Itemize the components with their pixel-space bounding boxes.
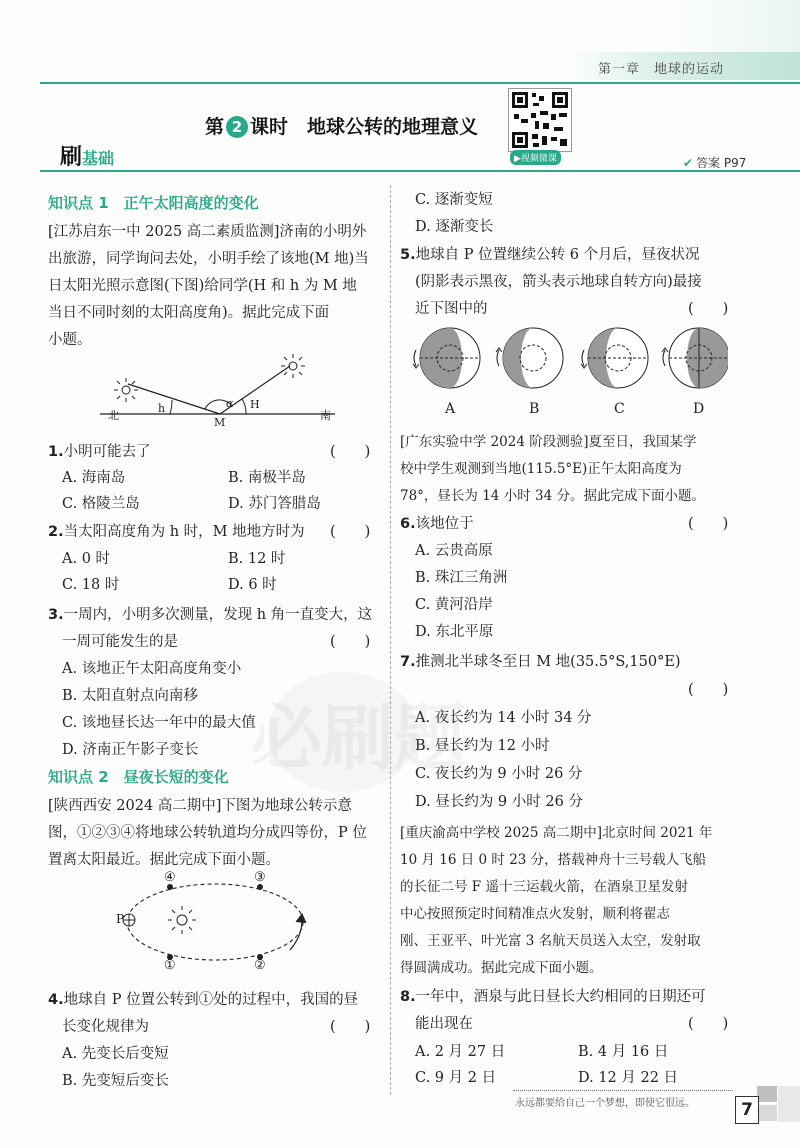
- option-a[interactable]: A. 云贵高原: [415, 543, 493, 559]
- option-a[interactable]: A. 0 时: [62, 551, 111, 567]
- answer-bracket[interactable]: ( ): [330, 634, 371, 650]
- header-rule: [40, 82, 800, 84]
- intro3-line: [广东实验中学 2024 阶段测验]夏至日，我国某学: [400, 434, 697, 450]
- answer-bracket[interactable]: ( ): [330, 524, 371, 540]
- intro4-line: 10 月 16 日 0 时 23 分，搭载神舟十三号载人飞船: [400, 852, 707, 868]
- option-d[interactable]: D. 12 月 22 日: [578, 1070, 679, 1086]
- globe-option-c: [581, 328, 648, 388]
- brand-mark: 刷: [60, 145, 83, 170]
- lesson-title: [205, 112, 478, 139]
- answer-bracket[interactable]: ( ): [688, 516, 729, 532]
- label-point-4: ④: [164, 870, 176, 885]
- option-b[interactable]: B. 太阳直射点向南移: [62, 688, 198, 704]
- question-8-cont: 能出现在: [415, 1016, 473, 1032]
- label-point-3: ③: [254, 870, 266, 885]
- answer-bracket[interactable]: ( ): [330, 1019, 371, 1035]
- option-a[interactable]: A. 夜长约为 14 小时 34 分: [415, 710, 592, 726]
- intro3-line: 78°，昼长为 14 小时 34 分。据此完成下面小题。: [400, 488, 705, 504]
- question-text: 一年中，酒泉与此日昼长大约相同的日期还可: [415, 989, 706, 1005]
- question-number: 6.: [400, 516, 416, 532]
- qr-code-icon[interactable]: [508, 88, 572, 152]
- header-decoration: [650, 0, 800, 52]
- sun-icon-high: [281, 354, 305, 378]
- label-south: 南: [320, 409, 331, 422]
- option-d[interactable]: D. 昼长约为 9 小时 26 分: [415, 794, 583, 810]
- orbit-diagram: [110, 870, 320, 980]
- check-icon: ✔: [683, 156, 694, 170]
- option-a[interactable]: A. 该地正午太阳高度角变小: [62, 661, 242, 677]
- play-icon: ▶: [514, 154, 521, 164]
- option-a[interactable]: A. 海南岛: [62, 470, 126, 486]
- question-5: [400, 243, 700, 264]
- intro4-line: 刚、王亚平、叶光富 3 名航天员送入太空，发射取: [400, 933, 701, 949]
- question-text: 推测北半球冬至日 M 地(35.5°S,150°E): [415, 654, 681, 670]
- question-5-cont: (阴影表示黑夜，箭头表示地球自转方向)最接: [415, 274, 702, 290]
- question-number: 5.: [400, 247, 416, 263]
- intro4-line: 中心按照预定时间精准点火发射，顺利将翟志: [400, 906, 670, 922]
- label-h: h: [158, 402, 166, 415]
- label-H: H: [250, 398, 260, 411]
- globe-option-a: [413, 328, 480, 388]
- label-P: P: [116, 912, 125, 926]
- label-alpha: α: [226, 397, 234, 410]
- option-c[interactable]: C. 黄河沿岸: [415, 597, 493, 613]
- sun-icon-low: [114, 378, 138, 402]
- question-4: [48, 988, 358, 1009]
- page-decoration: [757, 1086, 777, 1102]
- question-4-cont: 长变化规律为: [62, 1019, 149, 1035]
- question-6: [400, 512, 474, 533]
- label-point-1: ①: [164, 958, 176, 973]
- footer-rule: [513, 1090, 733, 1091]
- option-b[interactable]: B. 先变短后变长: [62, 1073, 169, 1089]
- earth-icon-p: [123, 914, 135, 926]
- question-number: 8.: [400, 989, 416, 1005]
- question-7: [400, 650, 681, 671]
- intro2-line: 置离太阳最近。据此完成下面小题。: [48, 852, 280, 868]
- option-a[interactable]: A. 先变长后变短: [62, 1046, 169, 1062]
- video-lesson-badge[interactable]: [510, 150, 561, 165]
- intro1-line: 当日不同时刻的太阳高度角)。据此完成下面: [48, 305, 330, 321]
- page-decoration: [757, 1105, 777, 1121]
- chapter-title: 第一章 地球的运动: [598, 62, 725, 77]
- option-d[interactable]: D. 东北平原: [415, 624, 494, 640]
- brand-logo: [60, 140, 114, 171]
- answer-bracket[interactable]: ( ): [688, 1016, 729, 1032]
- question-8: [400, 985, 706, 1006]
- answer-label: 答案 P97: [696, 156, 747, 170]
- figure-label-c[interactable]: C: [614, 401, 625, 417]
- intro3-line: 校中学生观测到当地(115.5°E)正午太阳高度为: [400, 461, 682, 477]
- option-b[interactable]: B. 4 月 16 日: [578, 1044, 669, 1060]
- question-number: 3.: [48, 607, 64, 623]
- option-b[interactable]: B. 12 时: [228, 551, 286, 567]
- lesson-prefix: 第: [205, 116, 225, 138]
- label-point-2: ②: [254, 958, 266, 973]
- option-c[interactable]: C. 夜长约为 9 小时 26 分: [415, 766, 583, 782]
- angle-h-arc: [170, 400, 172, 414]
- angle-H-arc: [242, 399, 246, 414]
- option-c[interactable]: C. 该地昼长达一年中的最大值: [62, 715, 256, 731]
- option-b[interactable]: B. 昼长约为 12 小时: [415, 738, 550, 754]
- answer-bracket[interactable]: ( ): [688, 682, 729, 698]
- brand-subtitle: 基础: [82, 149, 115, 168]
- intro1-line: 出旅游，同学询问去处，小明手绘了该地(M 地)当: [48, 251, 369, 267]
- option-a[interactable]: A. 2 月 27 日: [415, 1044, 506, 1060]
- answer-bracket[interactable]: ( ): [330, 444, 371, 460]
- answer-bracket[interactable]: ( ): [688, 301, 729, 317]
- option-b[interactable]: B. 珠江三角洲: [415, 570, 508, 586]
- figure-label-d[interactable]: D: [693, 401, 705, 417]
- arrow-head: [296, 914, 306, 923]
- option-c[interactable]: C. 9 月 2 日: [415, 1070, 497, 1086]
- lesson-suffix: 课时 地球公转的地理意义: [250, 116, 479, 138]
- question-text: 一周内，小明多次测量，发现 h 角一直变大，这: [63, 607, 373, 623]
- question-number: 1.: [48, 444, 64, 460]
- globe-option-d: [662, 328, 728, 388]
- footer-motto: 永远都要给自己一个梦想，即使它很远。: [515, 1098, 695, 1109]
- question-number: 7.: [400, 654, 416, 670]
- question-2: [48, 520, 305, 541]
- answer-reference: [683, 154, 746, 171]
- question-5-cont: 近下图中的: [415, 301, 488, 317]
- video-lesson-label: 视频微课: [520, 154, 557, 164]
- label-north: 北: [108, 409, 119, 422]
- label-M: M: [214, 416, 226, 429]
- knowledge-point-2: 知识点 2 昼夜长短的变化: [48, 768, 229, 786]
- figure-label-a[interactable]: A: [445, 401, 456, 417]
- option-c[interactable]: C. 18 时: [62, 577, 120, 593]
- option-d[interactable]: D. 济南正午影子变长: [62, 742, 199, 758]
- sun-icon-orbit: [168, 906, 196, 934]
- question-text: 该地位于: [415, 516, 474, 532]
- option-b[interactable]: B. 南极半岛: [228, 470, 306, 486]
- question-text: 地球自 P 位置继续公转 6 个月后，昼夜状况: [415, 247, 700, 263]
- option-d[interactable]: D. 逐渐变长: [415, 219, 494, 235]
- page-number: 7: [735, 1096, 759, 1124]
- question-1: [48, 440, 151, 461]
- question-text: 地球自 P 位置公转到①处的过程中，我国的昼: [63, 992, 359, 1008]
- option-d[interactable]: D. 6 时: [228, 577, 277, 593]
- question-3-cont: 一周可能发生的是: [62, 634, 178, 650]
- day-night-figures: [408, 322, 728, 398]
- globe-option-b: [496, 328, 563, 388]
- orbit-path: [127, 884, 303, 960]
- question-text: 当太阳高度角为 h 时，M 地地方时为: [63, 524, 305, 540]
- option-d[interactable]: D. 苏门答腊岛: [228, 496, 321, 512]
- intro4-line: 得圆满成功。据此完成下面小题。: [400, 960, 603, 976]
- question-number: 2.: [48, 524, 64, 540]
- question-number: 4.: [48, 992, 64, 1008]
- column-divider: [390, 185, 391, 1095]
- question-text: 小明可能去了: [63, 444, 151, 460]
- orbit-arrow: [290, 920, 302, 950]
- intro1-line: 日太阳光照示意图(下图)给同学(H 和 h 为 M 地: [48, 278, 357, 294]
- sun-ray-low: [128, 384, 220, 414]
- intro1-line: 小题。: [48, 332, 92, 348]
- question-3: [48, 603, 372, 624]
- intro2-line: [陕西西安 2024 高二期中]下图为地球公转示意: [48, 798, 352, 814]
- intro4-line: [重庆渝高中学校 2025 高二期中]北京时间 2021 年: [400, 825, 713, 841]
- lesson-number: 2: [226, 116, 248, 138]
- figure-label-b[interactable]: B: [529, 401, 540, 417]
- page-decoration: [778, 1086, 800, 1122]
- option-c[interactable]: C. 格陵兰岛: [62, 496, 140, 512]
- intro1-line: [江苏启东一中 2025 高二素质监测]济南的小明外: [48, 224, 367, 240]
- intro4-line: 的长征二号 F 遥十三运载火箭，在酒泉卫星发射: [400, 879, 688, 895]
- option-c[interactable]: C. 逐渐变短: [415, 192, 493, 208]
- intro2-line: 图，①②③④将地球公转轨道均分成四等份，P 位: [48, 825, 367, 841]
- knowledge-point-1: 知识点 1 正午太阳高度的变化: [48, 194, 259, 212]
